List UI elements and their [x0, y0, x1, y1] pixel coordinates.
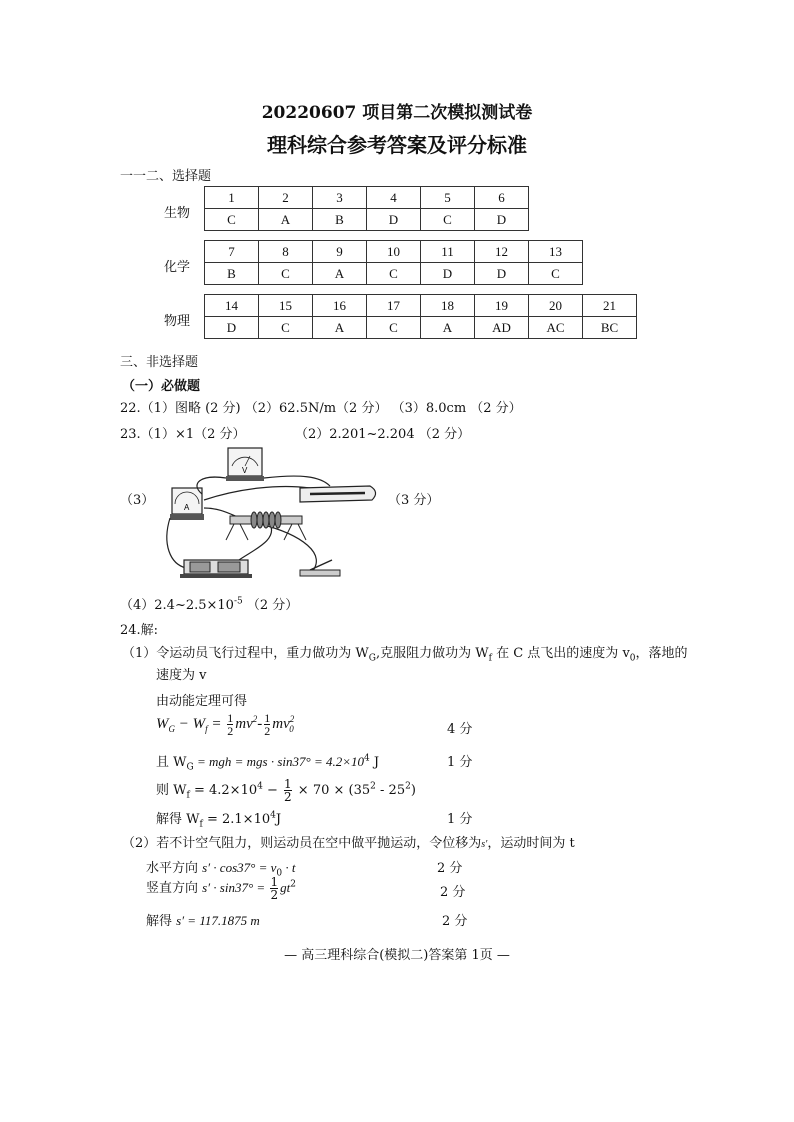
question-number-cell: 15 [259, 295, 313, 317]
answer-key-subtitle: 理科综合参考答案及评分标准 [267, 133, 527, 157]
question-number-cell: 17 [367, 295, 421, 317]
answer-cell: C [259, 317, 313, 339]
answer-cell: C [205, 209, 259, 231]
ammeter-icon [170, 488, 204, 520]
q23-part3-label: （3） [120, 493, 155, 508]
answer-cell: A [259, 209, 313, 231]
answer-cell: C [367, 317, 421, 339]
page-footer: — 高三理科综合(模拟二)答案第 1页 — [284, 948, 510, 963]
answer-cell: D [367, 209, 421, 231]
answer-cell: BC [583, 317, 637, 339]
question-number-cell: 2 [259, 187, 313, 209]
question-number-cell: 16 [313, 295, 367, 317]
voltmeter-icon [226, 448, 264, 481]
question-number-cell: 19 [475, 295, 529, 317]
question-number-cell: 14 [205, 295, 259, 317]
question-number-cell: 18 [421, 295, 475, 317]
switch-icon [300, 560, 340, 576]
question-number-cell: 8 [259, 241, 313, 263]
q23-part3-score: （3 分） [388, 493, 440, 508]
eq4-score: 1 分 [447, 812, 473, 827]
answer-cell: D [475, 209, 529, 231]
answer-cell: D [421, 263, 475, 285]
eq1-score: 4 分 [447, 722, 473, 737]
question-number-cell: 21 [583, 295, 637, 317]
question-number-cell: 10 [367, 241, 421, 263]
physics-answer-table [204, 294, 637, 339]
answer-cell: B [313, 209, 367, 231]
biology-answer-table [204, 186, 529, 231]
q22-answer: 22.（1）图略 (2 分) （2）62.5N/m（2 分） （3）8.0cm （2 分） [120, 401, 522, 416]
answer-cell: A [313, 263, 367, 285]
circuit-diagram [160, 444, 382, 584]
answer-cell: D [205, 317, 259, 339]
non-choice-heading: 三、非选择题 [120, 355, 199, 370]
question-number-cell: 1 [205, 187, 259, 209]
displacement-score: 2 分 [442, 914, 468, 929]
q23-part2: （2）2.201~2.204 （2 分） [295, 427, 471, 442]
question-number-cell: 6 [475, 187, 529, 209]
question-number-cell: 12 [475, 241, 529, 263]
biology-label: 生物 [164, 206, 191, 221]
eq-resistance-result: 解得 $W_f = 2.1\times 10^4J$ [156, 810, 282, 830]
horizontal-score: 2 分 [437, 861, 463, 876]
vertical-eq: 竖直方向 s′ · sin37° = $\frac{1}{2}$ $gt^2$ [146, 875, 296, 902]
answer-cell: C [259, 263, 313, 285]
question-number-cell: 5 [421, 187, 475, 209]
exam-title: 20220607 项目第二次模拟测试卷 [261, 103, 533, 123]
battery-icon [180, 560, 252, 578]
chemistry-label: 化学 [164, 260, 191, 275]
multiple-choice-heading: 一一二、选择题 [120, 169, 212, 184]
q24-part1-statement-cont: 速度为 v [156, 668, 207, 683]
svg-text:A: A [184, 503, 190, 512]
micrometer-icon [300, 486, 376, 502]
horizontal-eq: 水平方向 $s' \cdot \cos 37^\circ = v_0 \cdot t$ [146, 860, 296, 879]
q24-head: 24.解: [120, 623, 159, 638]
q23-part4: $(4)2.4\sim 2.5\times 10^{-5}$ （2 分） [120, 596, 299, 613]
answer-cell: C [421, 209, 475, 231]
eq-gravity-work: 且 $W_G$ = mgh = mgs · $\sin 37^\circ = 4.2\times 10^4$ J [156, 753, 380, 773]
answer-cell: A [421, 317, 475, 339]
question-number-cell: 11 [421, 241, 475, 263]
answer-cell: B [205, 263, 259, 285]
displacement-result: 解得 s′ = 117.1875 m [146, 913, 260, 929]
answer-cell: AD [475, 317, 529, 339]
svg-text:V: V [242, 466, 248, 475]
question-number-cell: 13 [529, 241, 583, 263]
q24-part2-statement: （2）若不计空气阻力，则运动员在空中做平抛运动，令位移为s′，运动时间为 t [122, 836, 575, 851]
question-number-cell: 7 [205, 241, 259, 263]
eq2-score: 1 分 [447, 755, 473, 770]
vertical-score: 2 分 [440, 885, 466, 900]
required-heading: （一）必做题 [122, 379, 201, 394]
question-number-cell: 20 [529, 295, 583, 317]
answer-cell: AC [529, 317, 583, 339]
question-number-cell: 4 [367, 187, 421, 209]
eq-work-energy: $W_G - W_f$ = $\frac{1}{2}$ $mv^2-$ $\frac{1}{2}$ $mv^2_0$ [156, 711, 295, 738]
eq-resistance-work: 则 $W_f = 4.2\times 10^4$ − $\frac{1}{2}$ × $70 \times (35^2 - 25^2)$ [156, 777, 416, 804]
answer-cell: C [367, 263, 421, 285]
answer-cell: C [529, 263, 583, 285]
q24-part1-statement: （1）令运动员飞行过程中，重力做功为 $W_G$,克服阻力做功为 $W_f$ 在 C 点飞出的速度为 $v_0$，落地的 [122, 646, 688, 664]
answer-cell: D [475, 263, 529, 285]
question-number-cell: 3 [313, 187, 367, 209]
chemistry-answer-table [204, 240, 583, 285]
q23-part1: 23.（1）×1（2 分） [120, 427, 246, 442]
q24-theorem-line: 由动能定理可得 [156, 694, 248, 709]
question-number-cell: 9 [313, 241, 367, 263]
answer-cell: A [313, 317, 367, 339]
physics-label: 物理 [164, 314, 191, 329]
